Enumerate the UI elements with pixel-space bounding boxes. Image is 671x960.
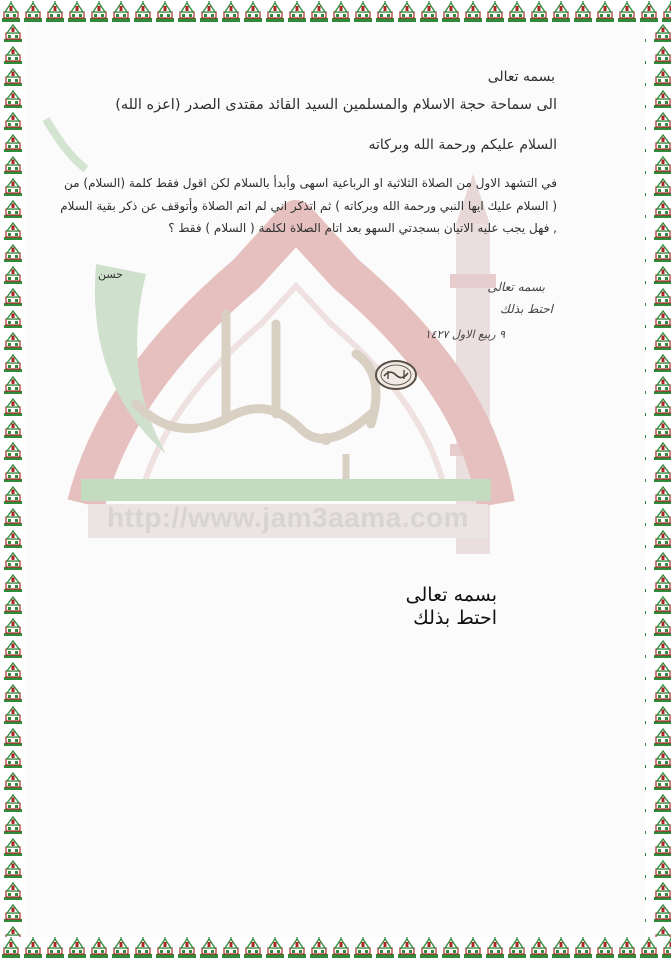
watermark-url: http://www.jam3aama.com	[106, 502, 470, 533]
reply-line-2: احتط بذلك	[413, 607, 497, 629]
handwritten-line-1: بسمه تعالى	[487, 280, 545, 294]
question-text: في التشهد الاول من الصلاة الثلاثية او الرباعية اسهى وأبدأ بالسلام لكن اقول فقط كلمة (السلام) من ( السلام عليك ايها النبي ورحمة الله وبركاته ) ثم اتذكر اني لم اتم الصلاة وأتوقف عن ذكر بقية السلام , فهل يجب عليه الاتيان بسجدتي السهو بعد اتام الصلاة لكلمة ( السلام ) فقط ؟	[60, 176, 557, 235]
sender-name: حسن	[98, 268, 123, 281]
addressee-line: الى سماحة حجة الاسلام والمسلمين السيد القائد مقتدى الصدر (اعزه الله)	[115, 97, 557, 113]
letter-paper	[26, 24, 645, 937]
basmala-heading: بسمه تعالى	[487, 69, 555, 85]
seal-stamp	[374, 359, 418, 391]
handwritten-line-2: احتط بذلك	[500, 302, 553, 316]
watermark-logo	[26, 24, 645, 937]
greeting-line: السلام عليكم ورحمة الله وبركاته	[368, 137, 557, 153]
reply-line-1: بسمه تعالى	[405, 584, 497, 606]
handwritten-date: ٩ ربيع الاول ١٤٢٧	[424, 328, 505, 341]
